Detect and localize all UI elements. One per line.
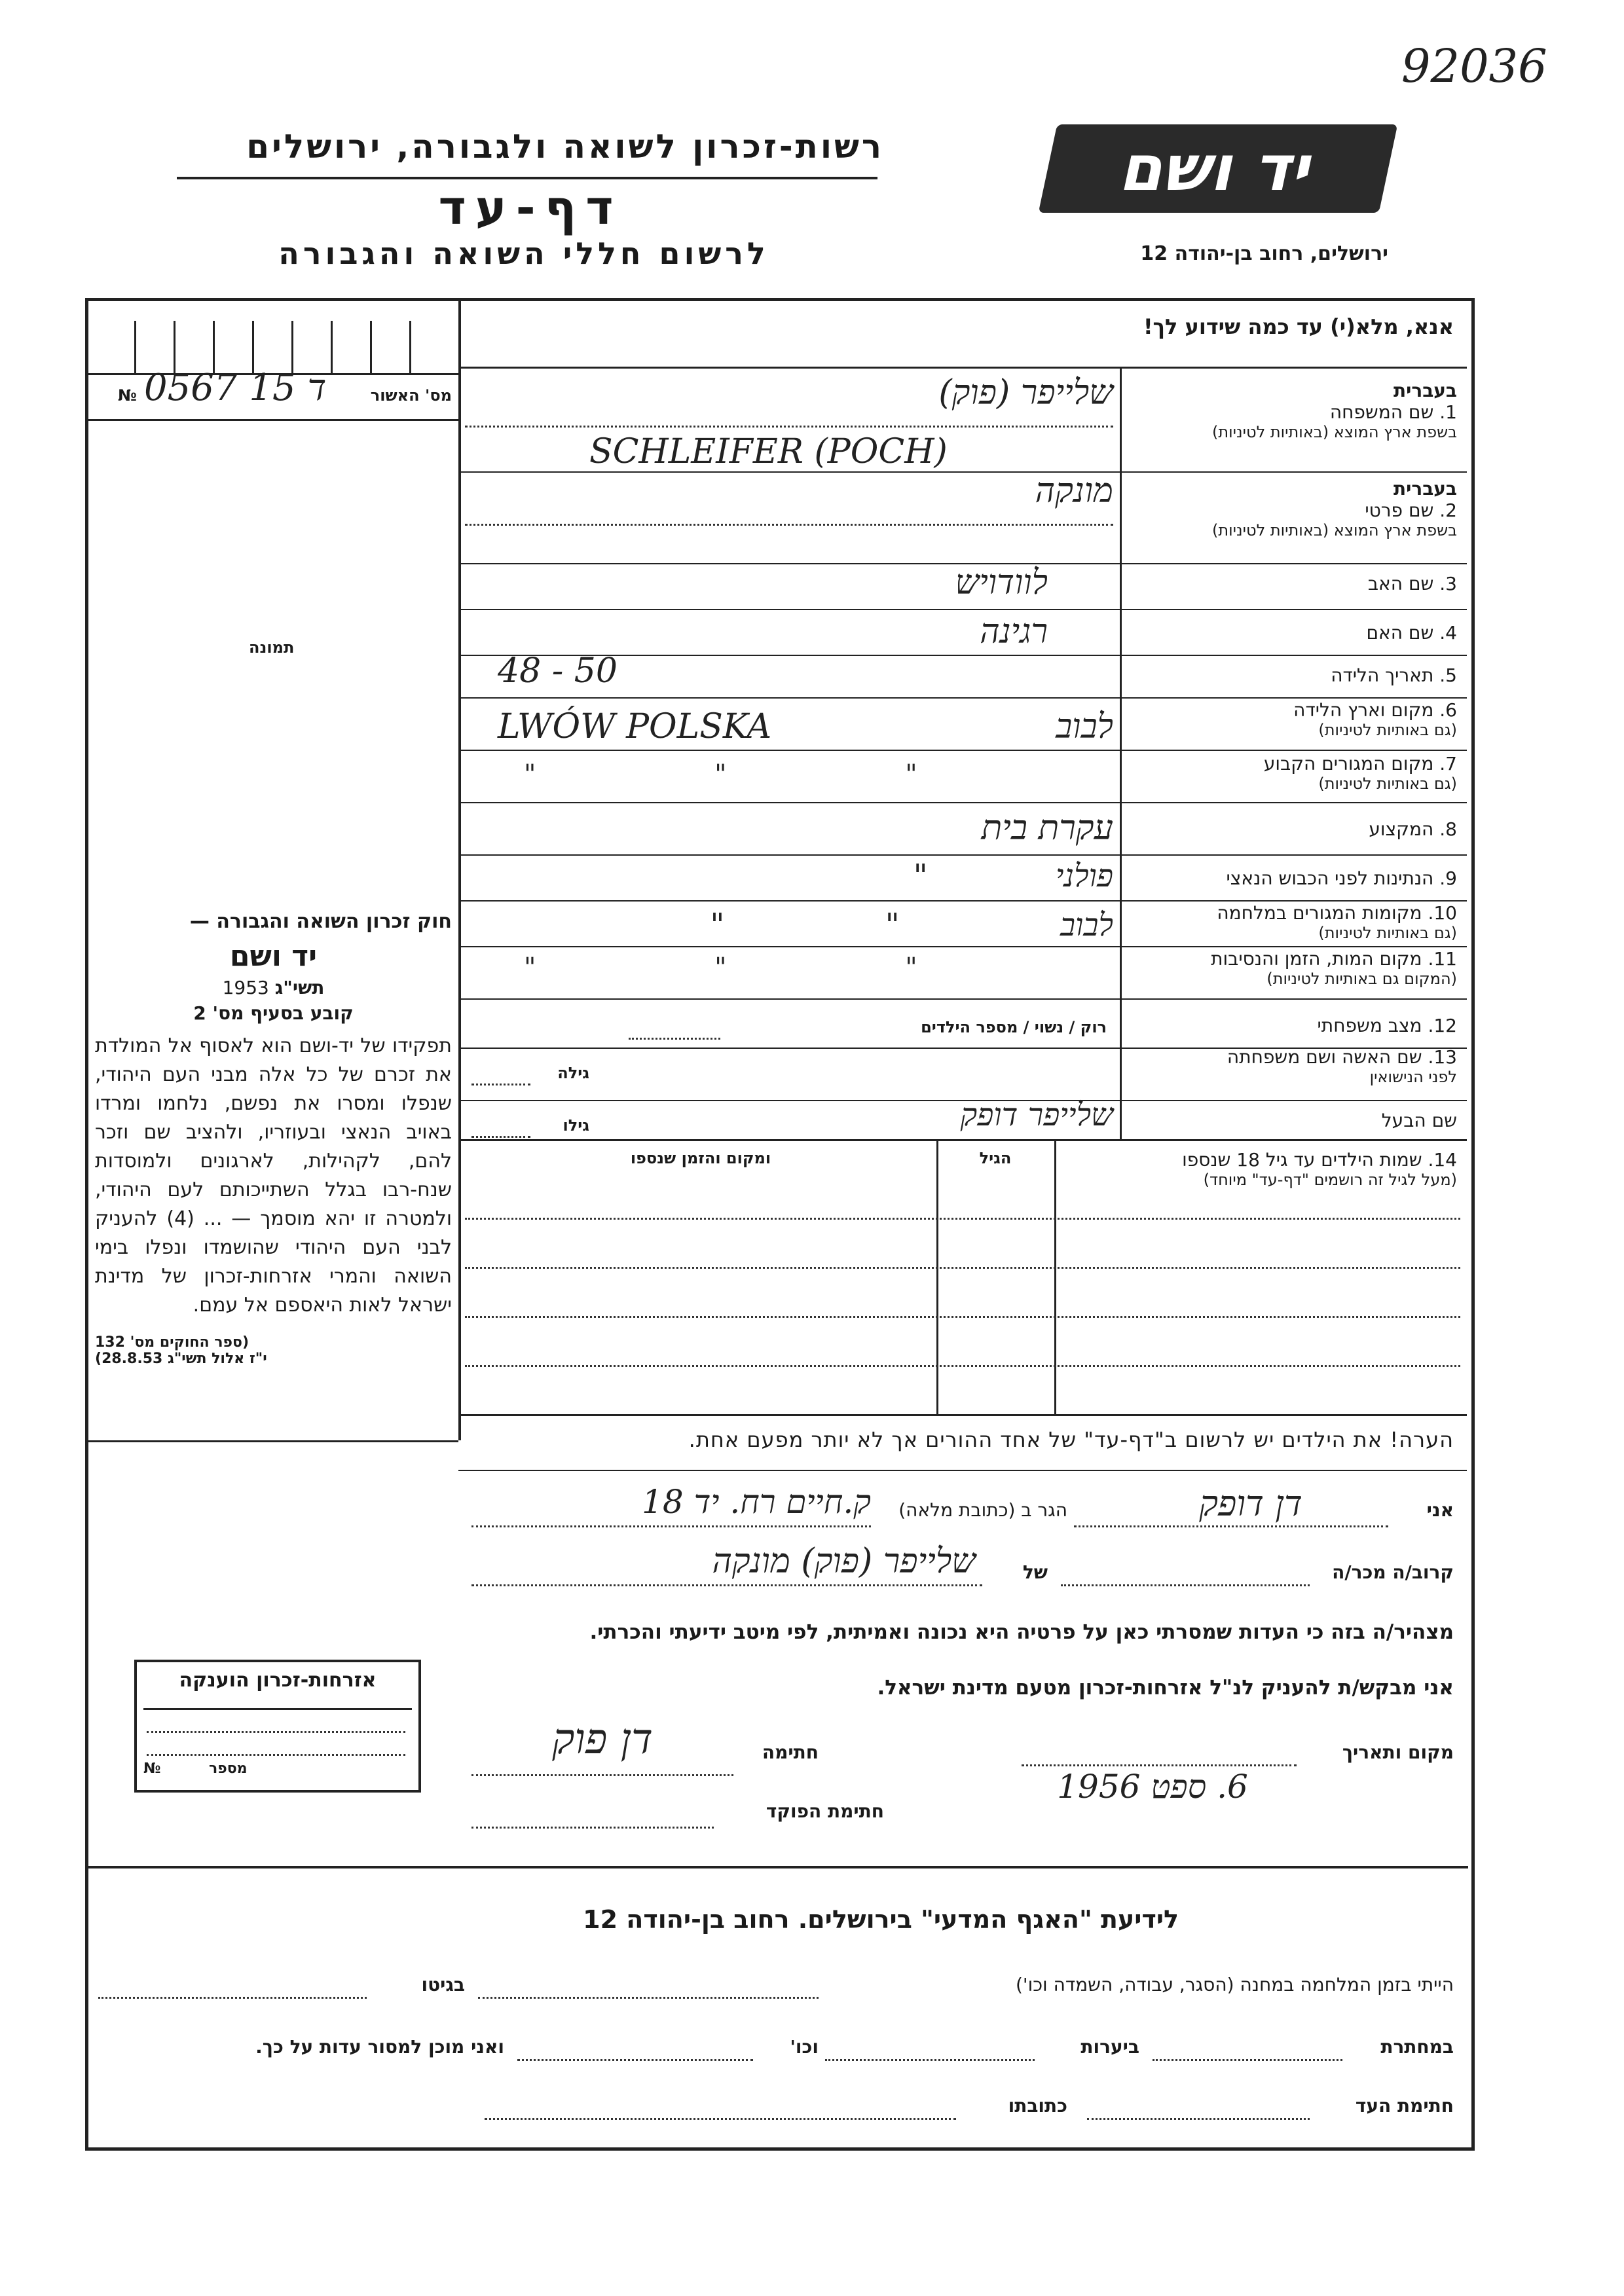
- bottom-camp-line: הייתי בזמן המלחמה במחנה (הסגר, עבודה, השמדה וכו'): [1015, 1974, 1454, 1995]
- witness-signature-label: חתימת העד: [1355, 2095, 1454, 2117]
- declarant-name: דן דופק: [1199, 1483, 1302, 1524]
- place-date-value: 6. ספט 1956: [1057, 1768, 1248, 1806]
- field-8: 8. המקצוע: [1369, 818, 1457, 840]
- field-10-value: לבוב " ": [710, 907, 1113, 943]
- declarant-signature: דן פוק: [552, 1715, 653, 1764]
- ready-to-testify: ואני מוכן למסור עדות על כך.: [255, 2036, 504, 2058]
- declaration-i-label: אני: [1426, 1499, 1454, 1521]
- deceased-name-value: שלייפר (פוק) מונקה: [712, 1542, 976, 1581]
- field-7-value: " " ": [524, 759, 917, 790]
- bottom-title: לידיעת "האגף המדעי" בירושלים. רחוב בן-יהודה 12: [583, 1905, 1179, 1934]
- underground-label: במחתרת: [1380, 2036, 1454, 2058]
- field-husband: שם הבעל: [1381, 1110, 1457, 1131]
- field-13: 13. שם האשה ושם משפחתה לפני הנישואין: [1227, 1046, 1457, 1086]
- instructions: אנא, מלא(י) עד כמה שידוע לך!: [1143, 314, 1454, 339]
- declaration-statement: מצהיר/ה בזה כי העדות שמסרתי כאן על פרטיה היא נכונה ואמיתית, לפי מיטב ידיעתי והכרתי.: [589, 1620, 1454, 1644]
- field-2: בעברית 2. שם פרטי בשפת ארץ המוצא (באותיות לטיניות): [1212, 478, 1457, 539]
- children-header: 14. שמות הילדים עד גיל 18 שנספו (מעל לגיל זה רושמים "דף-עד" מיוחד): [1182, 1149, 1457, 1189]
- field-8-value: עקרת בית: [981, 809, 1113, 848]
- field-4: 4. שם האם: [1366, 622, 1457, 644]
- form-title: דף-עד: [438, 180, 623, 235]
- field-5: 5. תאריך הלידה: [1331, 665, 1457, 686]
- field-2-value: מונקה: [1035, 471, 1113, 511]
- forests-label: ביערות: [1080, 2036, 1139, 2058]
- husband-name-value: שלייפר דופק: [960, 1097, 1113, 1133]
- field-11-value: " " ": [524, 953, 917, 983]
- field-3-value: לוודויש: [955, 563, 1048, 602]
- relative-label: קרוב/ה מכר/ה: [1332, 1561, 1454, 1583]
- children-age-header: הגיל: [979, 1149, 1012, 1167]
- law-section: חוק זכרון השואה והגבורה — יד ושם תשי"ג 1953 קובע בסעיף מס' 2 תפקידו של יד-ושם הוא לאסוף אל המולדת את זכרם של כל אלה מבני העם היהודי, שנפלו ומסרו את נפשם, נלחמו ומרדו באויב הנאצי ובעוזריו, ולהציב שם וזכר להם, לקהילות, לארגונים ולמוסדות שנח-רבו בגלל השתייכותם לעם היהודי, ולמטרה זו יהא מוסמך — ... (4) להעניק לבני העם היהודי שהושמדו ונפלו בימי השואה והמרי אזרחות-זכרון של מדינת ישראל לאות היאספם אל עמם. (ספר החוקים מס' 132 י"ז אלול תשי"ג 28.8.53): [95, 910, 452, 1367]
- field-6: 6. מקום וארץ הלידה (גם באותיות לטיניות): [1293, 699, 1457, 739]
- etc-label: וכו': [790, 2036, 819, 2058]
- field-5-value: 48 - 50: [498, 651, 618, 691]
- field-1-value: שלייפר (פוק): [938, 373, 1113, 412]
- registration-prefix: №: [118, 386, 137, 405]
- husband-age-label: גילו: [563, 1116, 589, 1135]
- field-1: בעברית 1. שם המשפחה בשפת ארץ המוצא (באותיות לטיניות): [1212, 380, 1457, 441]
- authority-title: רשות-זכרון לשואה ולגבורה, ירושלים: [246, 128, 884, 166]
- field-12: 12. מצב משפחתי: [1317, 1015, 1457, 1036]
- field-3: 3. שם האב: [1367, 573, 1457, 594]
- ghetto-label: בגיטו: [421, 1974, 465, 1995]
- children-place-header: ומקום והזמן שנספו: [630, 1149, 771, 1167]
- field-10: 10. מקומות המגורים במלחמה (גם באותיות לטיניות): [1217, 902, 1457, 942]
- signature-label: חתימה: [762, 1741, 819, 1763]
- field-6-value: לבוב: [1056, 707, 1113, 746]
- field-1-latin-value: SCHLEIFER (POCH): [589, 432, 948, 471]
- form-subtitle: לרשום חללי השואה והגבורה: [278, 236, 769, 271]
- field-7: 7. מקום המגורים הקבוע (גם באותיות לטיניות): [1263, 753, 1457, 793]
- registration-number: 0567 ד 15: [144, 367, 327, 409]
- catalog-number: 92036: [1401, 39, 1547, 93]
- of-label: של: [1022, 1561, 1048, 1583]
- photo-label: תמונה: [249, 638, 295, 657]
- field-9: 9. הנתינות לפני הכבוש הנאצי: [1226, 867, 1457, 889]
- resident-label: הגר ב (כתובת מלאה): [898, 1499, 1067, 1521]
- field-4-value: רגינה: [980, 612, 1048, 651]
- field-9-value: פולני ": [913, 858, 1113, 894]
- wife-age-label: גילה: [557, 1064, 589, 1082]
- marital-status-options: רוק / נשוי / מספר הילדים: [921, 1018, 1107, 1036]
- registration-ticks: [88, 301, 458, 373]
- yad-vashem-logo: יד ושם: [1039, 124, 1398, 213]
- citizenship-box: אזרחות-זכרון הוענקה № מספר: [134, 1660, 421, 1793]
- registration-label: מס' האשור: [370, 386, 452, 405]
- witness-address-label: כתובתו: [1008, 2095, 1067, 2117]
- resident-value: ק.חיים רח. יד 18: [642, 1483, 871, 1521]
- place-date-label: מקום ותאריך: [1342, 1741, 1454, 1763]
- field-6-latin-value: LWÓW POLSKA: [498, 707, 772, 746]
- header-address: ירושלים, רחוב בן-יהודה 12: [1140, 242, 1388, 265]
- note: הערה! את הילדים יש לרשום ב"דף-עד" של אחד ההורים אך לא יותר מפעם אחת.: [688, 1427, 1454, 1452]
- declaration-request: אני מבקש/ת להעניק לנ"ל אזרחות-זכרון מטעם מדינת ישראל.: [877, 1676, 1454, 1700]
- field-11: 11. מקום המות, הזמן והנסיבות (המקום גם באותיות לטיניות): [1211, 948, 1457, 988]
- officer-signature-label: חתימת הפוקד: [766, 1800, 884, 1822]
